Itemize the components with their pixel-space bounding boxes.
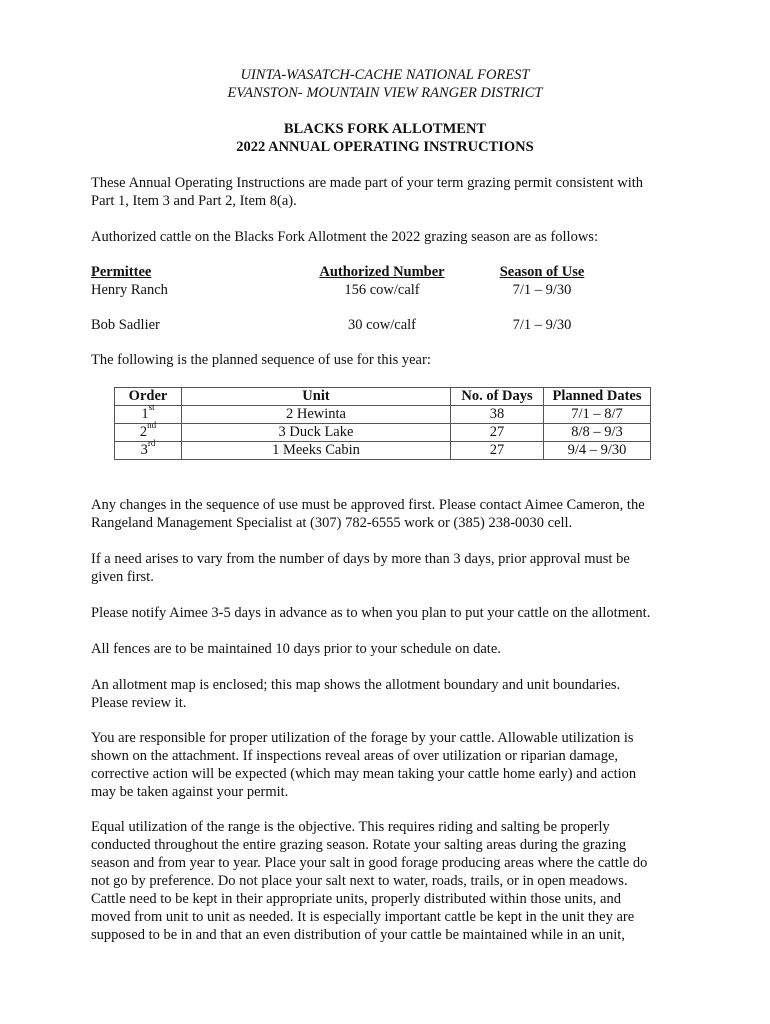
order-cell: 3rd (115, 442, 182, 460)
text-line: Equal utilization of the range is the objective. This requires riding and salting be properly (91, 819, 610, 835)
text-line: may be taken against your permit. (91, 784, 289, 800)
text-line: season and from year to year. Place your salt in good forage producing areas where the cattle do (91, 855, 648, 871)
vary-paragraph (91, 550, 681, 586)
text-line: Part 1, Item 3 and Part 2, Item 8(a). (91, 193, 297, 209)
order-cell: 2nd (115, 424, 182, 442)
table-row (115, 424, 651, 442)
fences-paragraph: All fences are to be maintained 10 days prior to your schedule on date. (91, 641, 501, 657)
text-line: moved from unit to unit as needed. It is especially important cattle be kept in the unit they are (91, 909, 635, 925)
dates-cell: 9/4 – 9/30 (544, 442, 651, 460)
dates-column-header: Planned Dates (544, 388, 651, 406)
authorized-number: 30 cow/calf (347, 317, 417, 333)
text-line: If a need arises to vary from the number of days by more than 3 days, prior approval must be (91, 551, 630, 567)
unit-cell: 2 Hewinta (182, 406, 451, 424)
text-line: conducted throughout the entire grazing season. Rotate your salting areas during the grazing (91, 837, 627, 853)
allotment-title: BLACKS FORK ALLOTMENT (283, 121, 487, 137)
permittee-name: Henry Ranch (91, 282, 168, 298)
unit-column-header: Unit (182, 388, 451, 406)
unit-cell: 3 Duck Lake (182, 424, 451, 442)
dates-cell: 8/8 – 9/3 (544, 424, 651, 442)
document-title: 2022 ANNUAL OPERATING INSTRUCTIONS (236, 139, 534, 155)
table-row (115, 442, 651, 460)
permittee-header: Permittee (91, 264, 152, 280)
sequence-intro: The following is the planned sequence of use for this year: (91, 352, 431, 368)
text-line: supposed to be in and that an even distribution of your cattle be maintained while in an unit, (91, 927, 625, 943)
order-cell: 1st (115, 406, 182, 424)
authorized-number: 156 cow/calf (344, 282, 420, 298)
table-row (115, 406, 651, 424)
text-line: Any changes in the sequence of use must be approved first. Please contact Aimee Cameron, the (91, 497, 645, 513)
days-column-header: No. of Days (451, 388, 544, 406)
authorized-number-header: Authorized Number (319, 264, 445, 280)
authorized-cattle-paragraph: Authorized cattle on the Blacks Fork Allotment the 2022 grazing season are as follows: (91, 229, 598, 245)
text-line: Rangeland Management Specialist at (307) 782-6555 work or (385) 238-0030 cell. (91, 515, 573, 531)
text-line: An allotment map is enclosed; this map shows the allotment boundary and unit boundaries. (91, 677, 621, 693)
season-of-use: 7/1 – 9/30 (512, 317, 572, 333)
changes-paragraph (91, 496, 681, 532)
season-of-use-header: Season of Use (499, 264, 585, 280)
district-name: EVANSTON- MOUNTAIN VIEW RANGER DISTRICT (227, 85, 543, 101)
permittee-name: Bob Sadlier (91, 317, 160, 333)
text-line: shown on the attachment. If inspections reveal areas of over utilization or riparian damage, (91, 748, 619, 764)
text-line: Cattle need to be kept in their appropriate units, properly distributed within those units, and (91, 891, 621, 907)
intro-paragraph (91, 174, 681, 210)
days-cell: 27 (451, 424, 544, 442)
text-line: Please review it. (91, 695, 187, 711)
forest-name: UINTA-WASATCH-CACHE NATIONAL FOREST (240, 67, 530, 83)
unit-cell: 1 Meeks Cabin (182, 442, 451, 460)
text-line: not go by preference. Do not place your salt next to water, roads, trails, or in open meadows. (91, 873, 628, 889)
map-paragraph (91, 676, 681, 712)
order-column-header: Order (115, 388, 182, 406)
text-line: You are responsible for proper utilization of the forage by your cattle. Allowable utilization is (91, 730, 634, 746)
text-line: corrective action will be expected (which may mean taking your cattle home early) and action (91, 766, 637, 782)
table-header-row (115, 388, 651, 406)
equal-utilization-paragraph (91, 818, 681, 944)
season-of-use: 7/1 – 9/30 (512, 282, 572, 298)
responsibility-paragraph (91, 729, 681, 801)
dates-cell: 7/1 – 8/7 (544, 406, 651, 424)
days-cell: 38 (451, 406, 544, 424)
sequence-table (114, 387, 651, 460)
text-line: These Annual Operating Instructions are made part of your term grazing permit consistent with (91, 175, 644, 191)
days-cell: 27 (451, 442, 544, 460)
text-line: given first. (91, 569, 154, 585)
notify-paragraph: Please notify Aimee 3-5 days in advance as to when you plan to put your cattle on the allotment. (91, 605, 651, 621)
